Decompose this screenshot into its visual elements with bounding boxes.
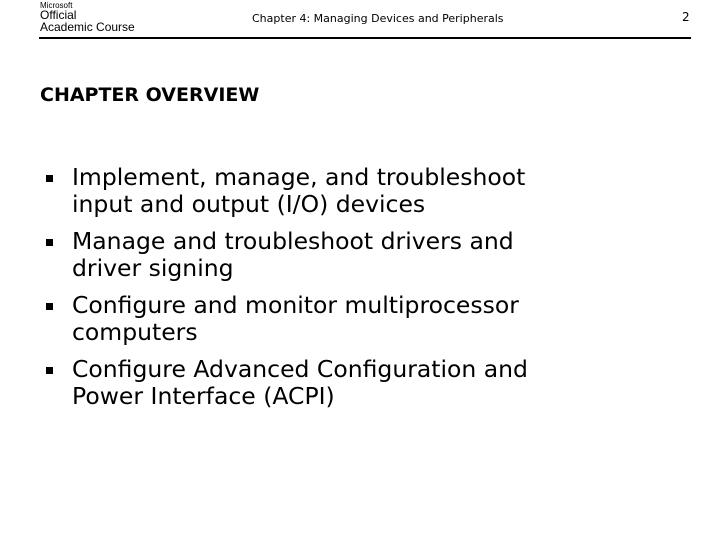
bullet-item [40,164,700,218]
slide-title: CHAPTER OVERVIEW [40,84,260,106]
bullet-text-line: driver signing [72,254,234,282]
bullet-text-line: Configure Advanced Configuration and [72,355,528,383]
bullet-text-line: input and output (I/O) devices [72,190,426,218]
square-bullet-icon [46,175,53,182]
page-number: 2 [682,10,690,24]
microsoft-official-academic-course-logo [40,1,160,35]
logo-line-1: Official [40,8,77,22]
bullet-text-line: Implement, manage, and troubleshoot [72,163,526,191]
bullet-item [40,356,700,410]
bullet-text-line: computers [72,318,198,346]
header-divider [39,37,691,39]
square-bullet-icon [46,239,53,246]
bullet-item [40,228,700,282]
logo-brand-text: Microsoft [40,1,73,10]
bullet-text-line: Configure and monitor multiprocessor [72,291,519,319]
bullet-item [40,292,700,346]
bullet-text-line: Power Interface (ACPI) [72,382,335,410]
bullet-list [40,164,700,420]
bullet-text-line: Manage and troubleshoot drivers and [72,227,514,255]
square-bullet-icon [46,367,53,374]
square-bullet-icon [46,303,53,310]
logo-line-2: Academic Course [40,20,135,34]
header-chapter-title: Chapter 4: Managing Devices and Peripherals [252,12,504,25]
